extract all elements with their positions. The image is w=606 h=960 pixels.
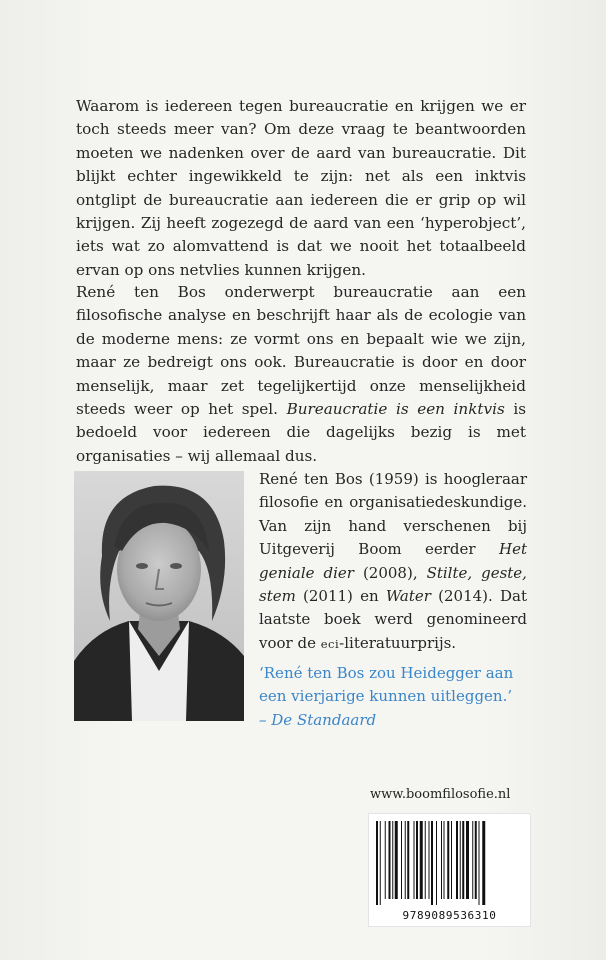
blurb-paragraph-2-text: René ten Bos onderwerpt bureaucratie aan een filosofische analyse en beschrijft haar als de ecologie van de moderne mens: ze vormt ons en bepaalt wie we zijn, maar ze bedreigt ons ook. Bureaucratie is door en door menselijk, maar zet tegelijkertijd onze menselijkheid steeds weer op het spel.: [76, 283, 526, 419]
bio-text-5: -literatuurprijs.: [339, 633, 457, 652]
author-bio: [259, 468, 527, 656]
barcode-bar: [482, 821, 485, 905]
barcode-bar: [392, 821, 393, 899]
barcode-bar: [425, 821, 426, 899]
barcode-bar: [407, 821, 409, 899]
blurb-paragraph-2-end: is bedoeld voor iedereen die dagelijks bezig is met organisaties – wij allemaal dus.: [76, 400, 527, 465]
barcode-bar: [405, 821, 406, 899]
barcode-bar: [441, 821, 442, 899]
barcode-bars: [374, 821, 524, 905]
barcode-bar: [420, 821, 423, 899]
bio-book-2: Stilte, geste, stem: [259, 563, 527, 606]
barcode-bar: [395, 821, 398, 899]
bio-text-2: (2008),: [362, 563, 418, 582]
isbn-number: 9789089536310: [402, 909, 497, 922]
barcode-bar: [447, 821, 449, 899]
bio-text-3: (2011) en: [303, 587, 379, 606]
barcode-bar: [414, 821, 415, 899]
barcode-bar: [444, 821, 445, 899]
book-title-inline: Bureaucratie is een inktvis: [286, 400, 505, 419]
bio-text-1: René ten Bos (1959) is hoogleraar filosofie en organisatiedeskundige. Van zijn hand verschenen bij Uitgeverij Boom eerder: [259, 470, 527, 559]
press-quote: [259, 662, 529, 732]
bio-book-1: Het geniale dier: [259, 540, 527, 582]
bio-text-4: (2014). Dat laatste boek werd genomineerd voor de: [259, 587, 527, 652]
bio-book-3: Water: [385, 587, 431, 606]
barcode-bar: [451, 821, 452, 899]
barcode-bar: [431, 821, 433, 905]
barcode-bar: [376, 821, 378, 905]
author-photo: [74, 471, 244, 721]
barcode-bar: [479, 821, 480, 905]
bio-eci: eci: [320, 636, 340, 651]
barcode-bar: [401, 821, 402, 899]
barcode-bar: [385, 821, 386, 899]
barcode-bar: [429, 821, 430, 899]
barcode-bar: [472, 821, 473, 899]
barcode-bar: [436, 821, 437, 905]
barcode-bar: [460, 821, 461, 899]
barcode-bar: [475, 821, 477, 899]
quote-text: ‘René ten Bos zou Heidegger aan een vierjarige kunnen uitleggen.’: [259, 664, 514, 706]
barcode-bar: [389, 821, 391, 899]
barcode-bar: [466, 821, 469, 899]
quote-source: – De Standaard: [259, 710, 377, 729]
barcode-bar: [416, 821, 418, 899]
isbn-barcode: [368, 813, 531, 927]
website-url: www.boomfilosofie.nl: [370, 787, 511, 802]
barcode-bar: [462, 821, 464, 899]
barcode-bar: [380, 821, 381, 905]
blurb-paragraph-1: Waarom is iedereen tegen bureaucratie en krijgen we er toch steeds meer van? Om deze vraag te beantwoorden moeten we nadenken over de aard van bureaucratie. Dit blijkt echter ingewikkeld te zijn: net als een inktvis ontglipt de bureaucratie aan iedereen die er grip op wil krijgen. Zij heeft zogezegd de aard van een ‘hyperobject’, iets wat zo alomvattend is dat we nooit het totaalbeeld ervan op ons netvlies kunnen krijgen.: [76, 97, 526, 279]
blurb-paragraph-2: [76, 281, 526, 468]
barcode-bar: [456, 821, 458, 899]
